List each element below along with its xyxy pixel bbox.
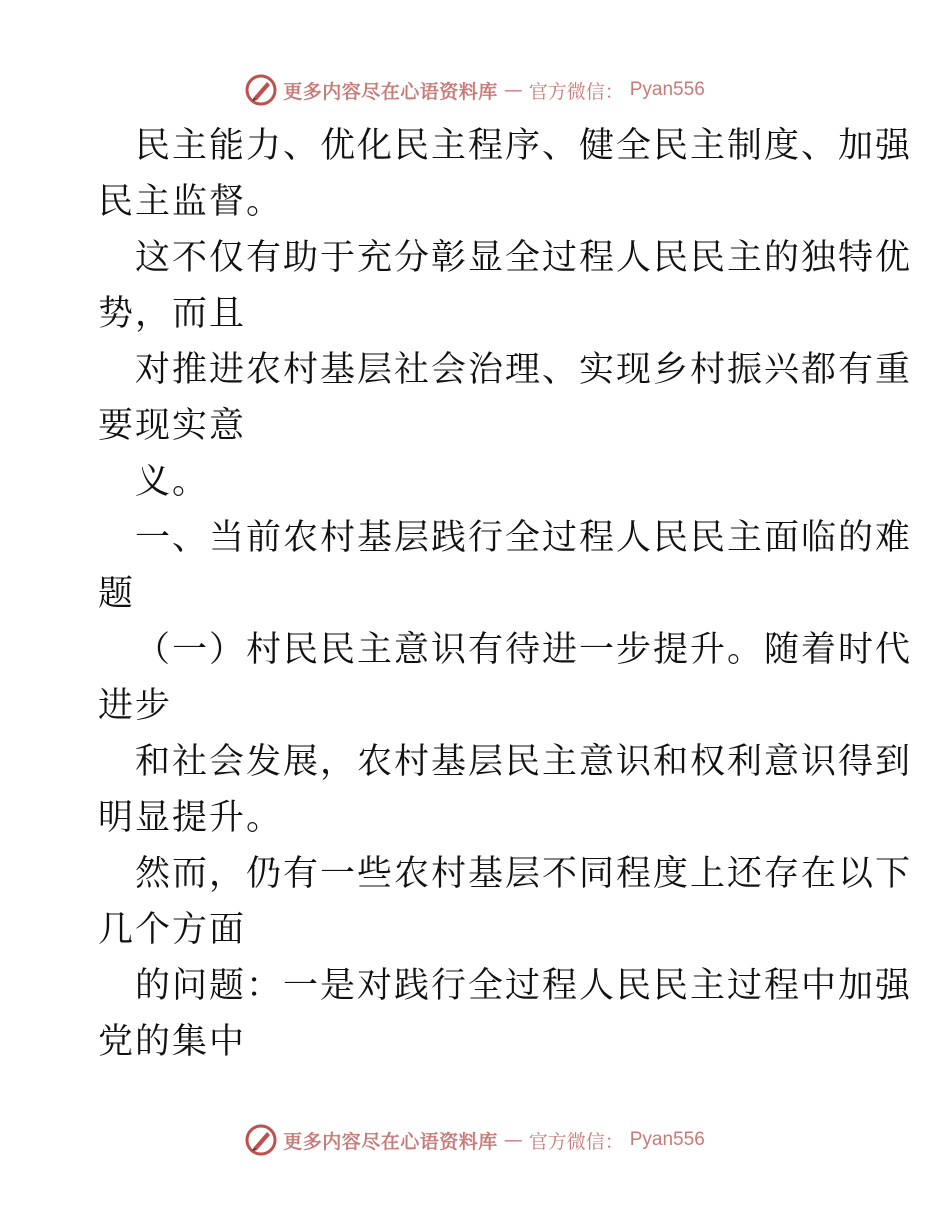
text-line: 和社会发展，农村基层民主意识和权利意识得到 (135, 742, 913, 782)
watermark-wechat-id: Pyan556 (629, 79, 705, 100)
watermark-separator: — (503, 1129, 523, 1151)
pen-logo-icon (245, 74, 277, 106)
watermark-group (245, 74, 705, 106)
text-line: 这不仅有助于充分彰显全过程人民民主的独特优 (135, 238, 913, 278)
text-line: 要现实意 (98, 406, 247, 446)
text-line: 几个方面 (98, 910, 247, 950)
subsection-heading: （一）村民民主意识有待进一步提升。随着时代 (135, 630, 913, 670)
watermark-group (245, 1124, 705, 1156)
watermark-separator: — (503, 79, 523, 101)
text-line: 进步 (98, 686, 173, 726)
text-line: 民主监督。 (98, 182, 284, 222)
document-body (98, 118, 913, 1070)
text-line: 对推进农村基层社会治理、实现乡村振兴都有重 (135, 350, 913, 390)
text-line: 明显提升。 (98, 798, 284, 838)
text-line: 党的集中 (98, 1022, 247, 1062)
section-heading: 一、当前农村基层践行全过程人民民主面临的难 (135, 518, 913, 558)
text-line: 民主能力、优化民主程序、健全民主制度、加强 (135, 126, 913, 166)
watermark-brand: 更多内容尽在心语资料库 (283, 1130, 498, 1153)
watermark-official-label: 官方微信： (528, 1130, 624, 1153)
section-heading-cont: 题 (98, 574, 136, 614)
watermark-official-label: 官方微信： (528, 80, 624, 103)
watermark-brand: 更多内容尽在心语资料库 (283, 80, 498, 103)
text-line: 势，而且 (98, 294, 247, 334)
footer-watermark (0, 1120, 950, 1160)
watermark-wechat-id: Pyan556 (629, 1129, 705, 1150)
text-line: 的问题：一是对践行全过程人民民主过程中加强 (135, 966, 913, 1006)
text-line: 然而，仍有一些农村基层不同程度上还存在以下 (135, 854, 913, 894)
pen-logo-icon (245, 1124, 277, 1156)
header-watermark (0, 70, 950, 110)
text-line: 义。 (135, 462, 210, 502)
